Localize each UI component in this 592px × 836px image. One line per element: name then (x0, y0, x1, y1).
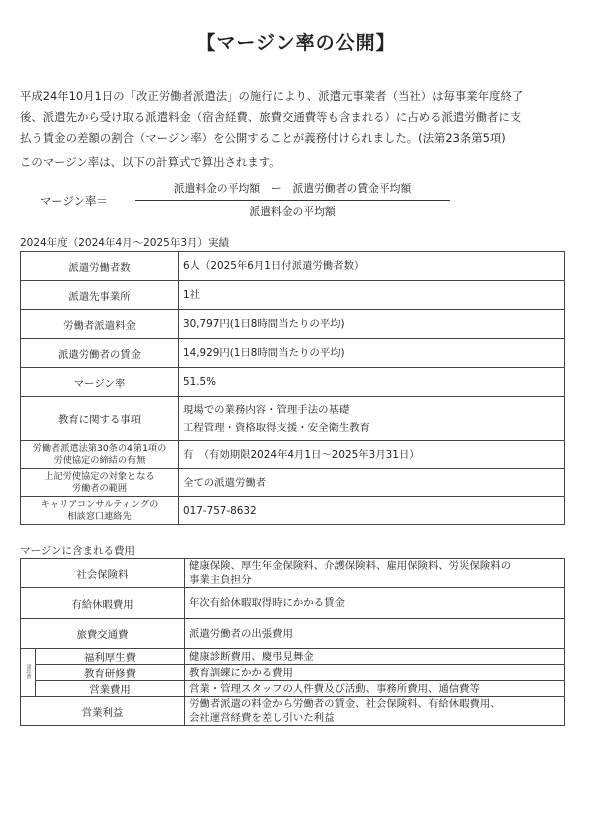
row-value: 全ての派遣労働者 (179, 469, 565, 497)
row-label-line: 上記労使協定の対象となる (44, 470, 155, 482)
table-row (21, 681, 565, 697)
expenses-group-text: 諸経費 (25, 663, 32, 679)
row-label: 旅費交通費 (21, 619, 185, 649)
table-row (21, 441, 565, 469)
fraction-bar (135, 200, 450, 201)
results-table (20, 251, 565, 525)
table-row (21, 397, 565, 441)
table-row (21, 588, 565, 619)
row-label: 福利厚生費 (36, 649, 185, 665)
formula-intro: このマージン率は、以下の計算式で算出されます。 (20, 155, 281, 169)
row-value (185, 559, 565, 588)
row-label (21, 441, 179, 469)
row-label-line: キャリアコンサルティングの (40, 498, 159, 510)
row-value-line: 会社運営経費を差し引いた利益 (189, 712, 335, 724)
page-title: 【マージン率の公開】 (196, 32, 396, 54)
row-label (21, 469, 179, 497)
table-row (21, 697, 565, 726)
row-value-line: 労働者派遣の料金から労働者の賃金、社会保険料、有給休暇費用、 (189, 698, 501, 710)
table-row (21, 310, 565, 339)
table-row (21, 469, 565, 497)
row-label (21, 497, 179, 525)
row-label: 有給休暇費用 (21, 588, 185, 619)
costs-table (20, 558, 565, 726)
intro-line-1: 平成24年10月1日の「改正労働者派遣法」の施行により、派遣元事業者（当社）は毎事業年度終了 (20, 89, 524, 103)
intro-line-3: 払う賃金の差額の割合（マージン率）を公開することが義務付けられました。(法第23条第5項) (20, 131, 506, 145)
row-label: 営業費用 (36, 681, 185, 697)
row-value: 営業・管理スタッフの人件費及び活動、事務所費用、通信費等 (185, 681, 565, 697)
row-label: 派遣労働者の賃金 (21, 339, 179, 368)
table-row (21, 497, 565, 525)
formula-label: マージン率＝ (40, 194, 108, 208)
table-row (21, 252, 565, 281)
row-label: 労働者派遣料金 (21, 310, 179, 339)
row-label-line: 労働者の範囲 (71, 482, 128, 494)
row-value: 1社 (179, 281, 565, 310)
row-value: 017-757-8632 (179, 497, 565, 525)
row-value (185, 697, 565, 726)
row-value: 30,797円(1日8時間当たりの平均) (179, 310, 565, 339)
row-value: 6人（2025年6月1日付派遣労働者数） (179, 252, 565, 281)
row-value: 教育訓練にかかる費用 (185, 665, 565, 681)
table-row (21, 619, 565, 649)
row-value: 年次有給休暇取得時にかかる賃金 (185, 588, 565, 619)
costs-caption: マージンに含まれる費用 (20, 545, 136, 557)
table-row (21, 339, 565, 368)
row-value-line: 事業主負担分 (189, 574, 252, 586)
formula-numerator: 派遣料金の平均額 ー 派遣労働者の賃金平均額 (173, 182, 412, 195)
row-label: 社会保険料 (21, 559, 185, 588)
formula-denominator: 派遣料金の平均額 (249, 205, 336, 218)
row-label: 教育研修費 (36, 665, 185, 681)
row-value: 健康診断費用、慶弔見舞金 (185, 649, 565, 665)
row-label-line: 労働者派遣法第30条の4第1項の (32, 442, 167, 454)
table-row (21, 559, 565, 588)
intro-paragraph (20, 86, 576, 149)
row-value-line: 工程管理・資格取得支援・安全衛生教育 (183, 421, 371, 434)
expenses-group-label (21, 649, 36, 697)
results-caption: 2024年度（2024年4月～2025年3月）実績 (20, 237, 230, 249)
row-label-line: 労使協定の締結の有無 (53, 454, 146, 466)
intro-line-2: 後、派遣先から受け取る派遣料金（宿舎経費、旅費交通費等も含まれる）に占める派遣労働者に支 (20, 110, 522, 124)
row-label: 派遣労働者数 (21, 252, 179, 281)
row-label: 派遣先事業所 (21, 281, 179, 310)
row-label-line: 相談窓口連絡先 (67, 510, 132, 522)
row-label: 営業利益 (21, 697, 185, 726)
row-value: 派遣労働者の出張費用 (185, 619, 565, 649)
row-label: マージン率 (21, 368, 179, 397)
table-row (21, 665, 565, 681)
row-value-line: 健康保険、厚生年金保険料、介護保険料、雇用保険料、労災保険料の (189, 560, 512, 572)
row-label: 教育に関する事項 (21, 397, 179, 441)
table-row (21, 649, 565, 665)
row-value: 有 （有効期限2024年4月1日～2025年3月31日） (179, 441, 565, 469)
row-value (179, 397, 565, 441)
row-value-line: 現場での業務内容・管理手法の基礎 (183, 403, 350, 416)
row-value: 51.5% (179, 368, 565, 397)
table-row (21, 281, 565, 310)
row-value: 14,929円(1日8時間当たりの平均) (179, 339, 565, 368)
table-row (21, 368, 565, 397)
